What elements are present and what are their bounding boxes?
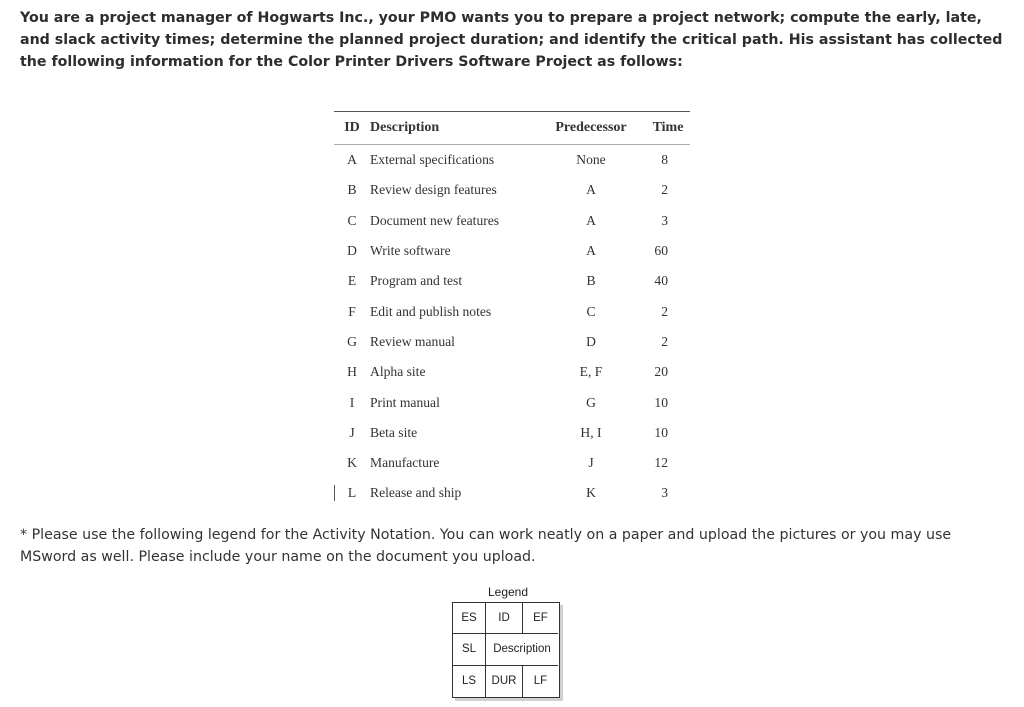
table-row — [334, 236, 690, 266]
header-predecessor: Predecessor — [536, 112, 646, 145]
cell-predecessor: D — [586, 333, 596, 349]
legend-title: Legend — [487, 585, 529, 599]
cell-id: D — [347, 243, 357, 259]
legend-es: ES — [461, 612, 477, 624]
cell-time: 12 — [654, 455, 668, 471]
cell-time: 3 — [661, 212, 668, 228]
cell-predecessor: A — [586, 212, 596, 228]
activity-table — [334, 111, 690, 509]
cell-time: 8 — [661, 152, 668, 168]
cell-predecessor: None — [576, 152, 606, 168]
table-row — [334, 418, 690, 448]
cell-description: External specifications — [370, 152, 495, 168]
cell-description: Document new features — [370, 212, 500, 228]
table-row — [334, 357, 690, 387]
cell-description: Beta site — [370, 424, 418, 440]
table-row — [334, 448, 690, 478]
table-row — [334, 387, 690, 417]
cell-id: I — [349, 394, 355, 410]
cell-description: Review manual — [370, 333, 455, 349]
cell-time: 20 — [654, 364, 668, 380]
cell-id: G — [347, 333, 357, 349]
table-row — [334, 266, 690, 296]
cell-description: Write software — [370, 243, 451, 259]
assignment-intro: You are a project manager of Hogwarts Inc., your PMO wants you to prepare a project network; compute the early, late, and slack activity times; determine the planned project duration; and identify the critical path. His assistant has collected the following information for the Color Printer Drivers Software Project as follows: — [20, 10, 1003, 70]
cell-description: Print manual — [370, 394, 440, 410]
activity-notation-legend — [452, 582, 564, 698]
cell-predecessor: J — [588, 455, 594, 471]
cell-id: C — [347, 212, 357, 228]
cell-predecessor: B — [586, 273, 596, 289]
cell-description: Review design features — [370, 182, 497, 198]
cell-time: 2 — [661, 333, 668, 349]
cell-id: E — [347, 273, 357, 289]
table-row — [334, 145, 690, 176]
cell-predecessor: G — [586, 394, 596, 410]
instruction-note: * Please use the following legend for the Activity Notation. You can work neatly on a paper and upload the pictures or you may use MSword as well. Please include your name on the document you upload. — [20, 527, 952, 565]
table-row — [334, 296, 690, 326]
cell-description: Manufacture — [370, 455, 440, 471]
cell-id: F — [348, 303, 356, 319]
table-header-row — [334, 112, 690, 145]
cell-time: 10 — [654, 394, 668, 410]
cell-time: 60 — [654, 243, 668, 259]
cell-id: B — [347, 182, 357, 198]
cell-predecessor: A — [586, 182, 596, 198]
cell-id: J — [349, 424, 355, 440]
legend-dur: DUR — [491, 675, 517, 687]
legend-box — [452, 602, 560, 698]
cell-description: Program and test — [370, 273, 463, 289]
table-left-bar — [334, 485, 335, 501]
cell-description: Release and ship — [370, 485, 462, 501]
cell-time: 2 — [661, 303, 668, 319]
cell-id: K — [347, 455, 357, 471]
cell-description: Alpha site — [370, 364, 426, 380]
table-row — [334, 327, 690, 357]
cell-time: 2 — [661, 182, 668, 198]
table-row — [334, 478, 690, 508]
legend-description: Description — [493, 643, 551, 655]
header-description: Description — [370, 112, 536, 145]
legend-sl: SL — [461, 643, 477, 655]
cell-predecessor: E, F — [579, 364, 603, 380]
header-id: ID — [334, 112, 370, 145]
cell-time: 10 — [654, 424, 668, 440]
header-time: Time — [646, 112, 690, 145]
cell-id: L — [347, 485, 357, 501]
table-row — [334, 206, 690, 236]
cell-description: Edit and publish notes — [370, 303, 492, 319]
cell-predecessor: A — [586, 243, 596, 259]
legend-id: ID — [498, 612, 510, 624]
table-row — [334, 175, 690, 205]
legend-ls: LS — [461, 675, 477, 687]
cell-time: 3 — [661, 485, 668, 501]
activity-table-container — [334, 111, 690, 509]
cell-predecessor: H, I — [580, 424, 602, 440]
legend-lf: LF — [533, 675, 548, 687]
cell-id: H — [347, 364, 357, 380]
legend-ef: EF — [533, 612, 548, 624]
cell-id: A — [347, 152, 357, 168]
cell-predecessor: C — [586, 303, 596, 319]
cell-predecessor: K — [586, 485, 596, 501]
cell-time: 40 — [654, 273, 668, 289]
